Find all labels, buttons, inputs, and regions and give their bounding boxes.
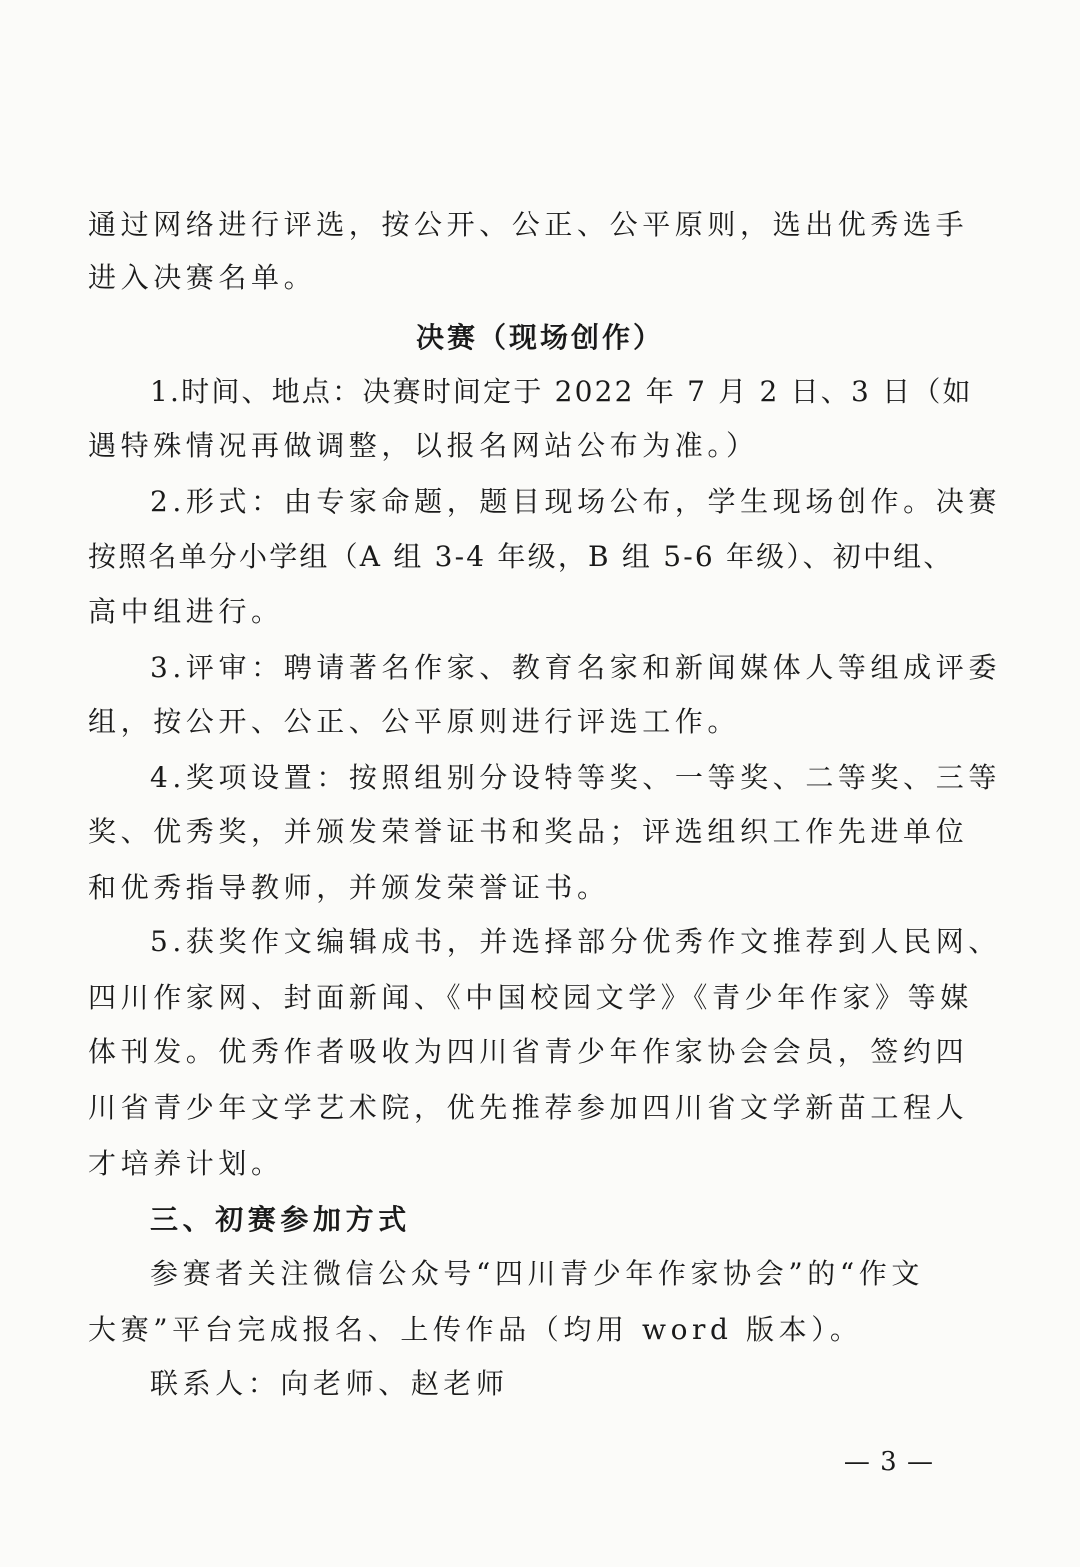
intro-line-2: 进入决赛名单。 — [88, 261, 317, 294]
page-number: — 3 — — [843, 1447, 934, 1477]
item5-line-4: 川省青少年文学艺术院，优先推荐参加四川省文学新苗工程人 — [88, 1091, 969, 1124]
item5-line-2: 四川作家网、封面新闻、《中国校园文学》《青少年作家》等媒 — [88, 981, 973, 1014]
item2-line-1: 2.形式：由专家命题，题目现场公布，学生现场创作。决赛 — [150, 485, 1001, 518]
contact-line: 联系人：向老师、赵老师 — [150, 1367, 509, 1400]
item3-line-2: 组，按公开、公正、公平原则进行评选工作。 — [88, 705, 741, 738]
item1-line-1: 1.时间、地点：决赛时间定于 2022 年 7 月 2 日、3 日（如 — [150, 375, 973, 408]
intro-line-1: 通过网络进行评选，按公开、公正、公平原则，选出优秀选手 — [88, 208, 969, 241]
section3-line-1: 参赛者关注微信公众号“四川青少年作家协会”的“作文 — [150, 1257, 924, 1290]
item1-line-2: 遇特殊情况再做调整，以报名网站公布为准。） — [88, 429, 759, 462]
item5-line-3: 体刊发。优秀作者吸收为四川省青少年作家协会会员，签约四 — [88, 1035, 969, 1068]
item4-line-2: 奖、优秀奖，并颁发荣誉证书和奖品；评选组织工作先进单位 — [88, 815, 969, 848]
item5-line-5: 才培养计划。 — [88, 1147, 284, 1180]
item2-line-3: 高中组进行。 — [88, 595, 284, 628]
item4-line-1: 4.奖项设置：按照组别分设特等奖、一等奖、二等奖、三等 — [150, 761, 1001, 794]
section3-line-2: 大赛”平台完成报名、上传作品（均用 word 版本）。 — [88, 1313, 863, 1346]
section3-heading: 三、初赛参加方式 — [150, 1203, 411, 1236]
item3-line-1: 3.评审：聘请著名作家、教育名家和新闻媒体人等组成评委 — [150, 651, 1001, 684]
item4-line-3: 和优秀指导教师，并颁发荣誉证书。 — [88, 871, 610, 904]
item2-line-2: 按照名单分小学组（A 组 3-4 年级，B 组 5-6 年级）、初中组、 — [88, 540, 954, 573]
final-heading: 决赛（现场创作） — [415, 321, 664, 354]
item5-line-1: 5.获奖作文编辑成书，并选择部分优秀作文推荐到人民网、 — [150, 925, 1001, 958]
